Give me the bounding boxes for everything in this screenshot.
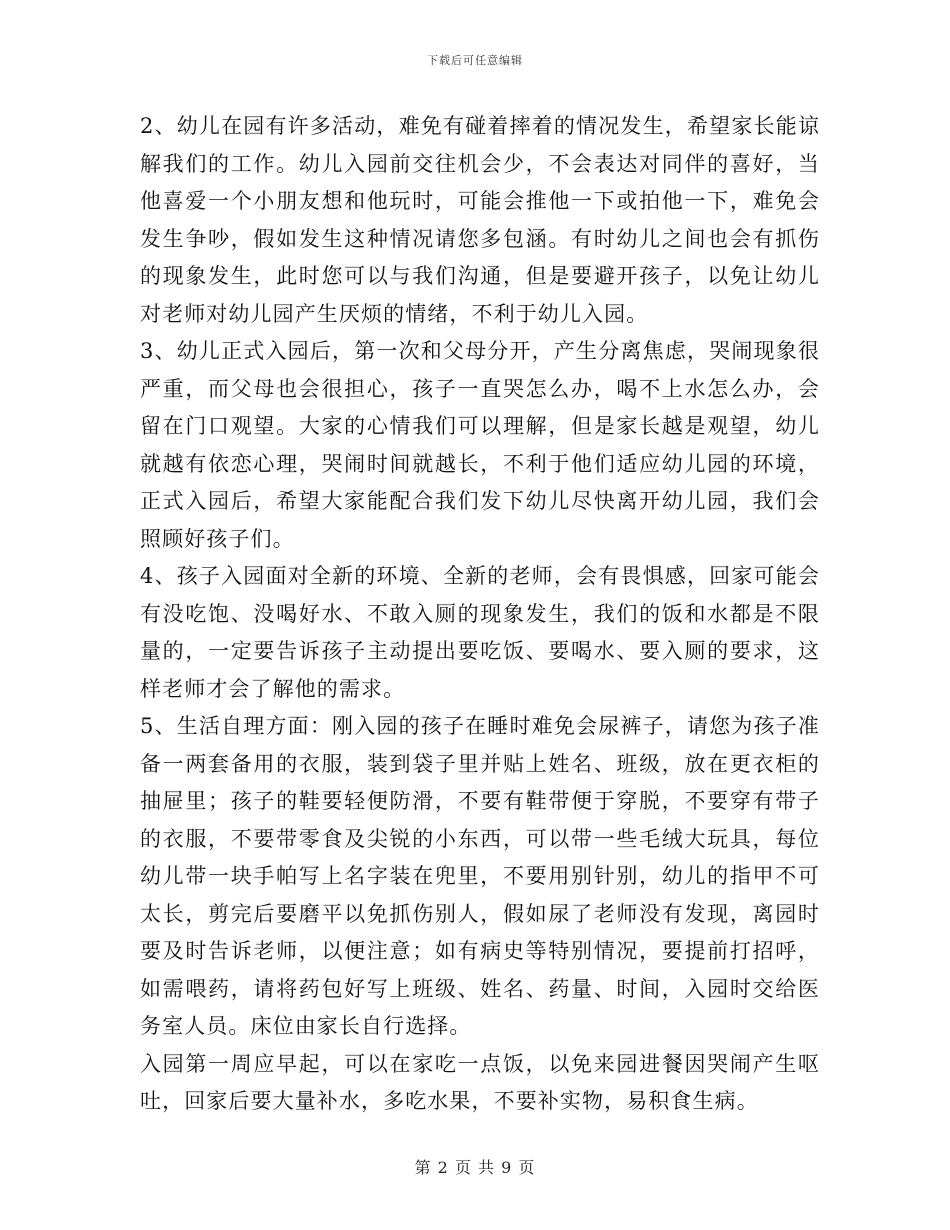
paragraph-item-3: 3、幼儿正式入园后，第一次和父母分开，产生分离焦虑，哭闹现象很严重，而父母也会很担心，孩子一直哭怎么办，喝不上水怎么办，会留在门口观望。大家的心情我们可以理解，但是家长越是观望，幼儿就越有依恋心理，哭闹时间就越长，不利于他们适应幼儿园的环境，正式入园后，希望大家能配合我们发下幼儿尽快离开幼儿园，我们会照顾好孩子们。 <box>140 339 820 551</box>
paragraph-item-2: 2、幼儿在园有许多活动，难免有碰着摔着的情况发生，希望家长能谅解我们的工作。幼儿入园前交往机会少，不会表达对同伴的喜好，当他喜爱一个小朋友想和他玩时，可能会推他一下或拍他一下，难免会发生争吵，假如发生这种情况请您多包涵。有时幼儿之间也会有抓伤的现象发生，此时您可以与我们沟通，但是要避开孩子，以免让幼儿对老师对幼儿园产生厌烦的情绪，不利于幼儿入园。 <box>140 114 820 326</box>
page-header: 下载后可任意编辑 <box>427 54 523 67</box>
paragraph-first-week: 入园第一周应早起，可以在家吃一点饭，以免来园进餐因哭闹产生呕吐，回家后要大量补水，多吃水果，不要补实物，易积食生病。 <box>140 1051 820 1113</box>
page-number-footer: 第 2 页 共 9 页 <box>414 1158 536 1177</box>
document-body <box>140 108 820 1121</box>
paragraph-item-5: 5、生活自理方面：刚入园的孩子在睡时难免会尿裤子，请您为孩子准备一两套备用的衣服，装到袋子里并贴上姓名、班级，放在更衣柜的抽屉里；孩子的鞋要轻便防滑，不要有鞋带便于穿脱，不要穿有带子的衣服，不要带零食及尖锐的小东西，可以带一些毛绒大玩具，每位幼儿带一块手帕写上名字装在兜里，不要用别针别，幼儿的指甲不可太长，剪完后要磨平以免抓伤别人，假如尿了老师没有发现，离园时要及时告诉老师，以便注意；如有病史等特别情况，要提前打招呼，如需喂药，请将药包好写上班级、姓名、药量、时间，入园时交给医务室人员。床位由家长自行选择。 <box>140 714 820 1038</box>
paragraph-item-4: 4、孩子入园面对全新的环境、全新的老师，会有畏惧感，回家可能会有没吃饱、没喝好水、不敢入厕的现象发生，我们的饭和水都是不限量的，一定要告诉孩子主动提出要吃饭、要喝水、要入厕的要求，这样老师才会了解他的需求。 <box>140 564 820 701</box>
